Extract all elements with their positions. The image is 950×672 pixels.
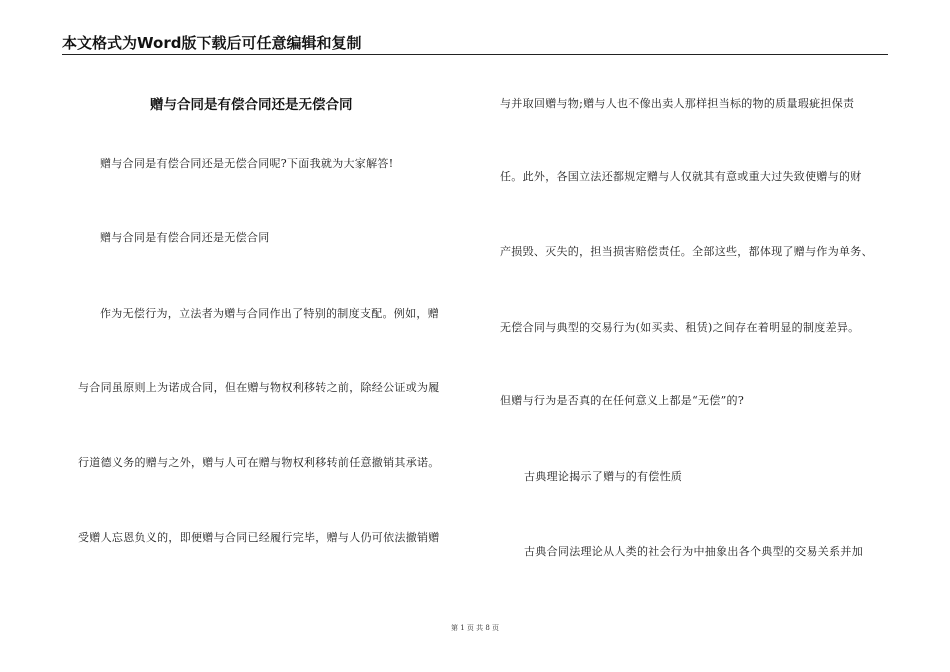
- right-line-5: 但赠与行为是否真的在任何意义上都是“无偿”的?: [500, 394, 745, 407]
- header-title: 本文格式为Word版下载后可任意编辑和复制: [62, 34, 362, 52]
- right-line-2: 任。此外，各国立法还都规定赠与人仅就其有意或重大过失致使赠与的财: [500, 170, 862, 183]
- page-header: [62, 30, 888, 55]
- right-line-7: 古典合同法理论从人类的社会行为中抽象出各个典型的交易关系并加: [524, 545, 863, 558]
- right-line-4: 无偿合同与典型的交易行为(如买卖、租赁)之间存在着明显的制度差异。: [500, 321, 860, 334]
- page-footer: 第 1 页 共 8 页: [450, 624, 500, 632]
- left-line-1: 赠与合同是有偿合同还是无偿合同呢?下面我就为大家解答!: [100, 157, 394, 170]
- right-line-3: 产损毁、灭失的，担当损害赔偿责任。全部这些，都体现了赠与作为单务、: [500, 245, 873, 258]
- left-line-4: 与合同虽原则上为诺成合同，但在赠与物权利移转之前，除经公证或为履: [78, 381, 440, 394]
- left-line-3: 作为无偿行为，立法者为赠与合同作出了特别的制度支配。例如，赠: [100, 307, 439, 320]
- left-line-6: 受赠人忘恩负义的，即便赠与合同已经履行完毕，赠与人仍可依法撤销赠: [78, 531, 440, 544]
- right-line-1: 与并取回赠与物;赠与人也不像出卖人那样担当标的物的质量瑕疵担保责: [500, 97, 855, 110]
- right-line-6: 古典理论揭示了赠与的有偿性质: [524, 470, 683, 483]
- left-line-2: 赠与合同是有偿合同还是无偿合同: [100, 231, 270, 244]
- document-title: 赠与合同是有偿合同还是无偿合同: [150, 97, 353, 113]
- left-line-5: 行道德义务的赠与之外，赠与人可在赠与物权利移转前任意撤销其承诺。: [78, 456, 440, 469]
